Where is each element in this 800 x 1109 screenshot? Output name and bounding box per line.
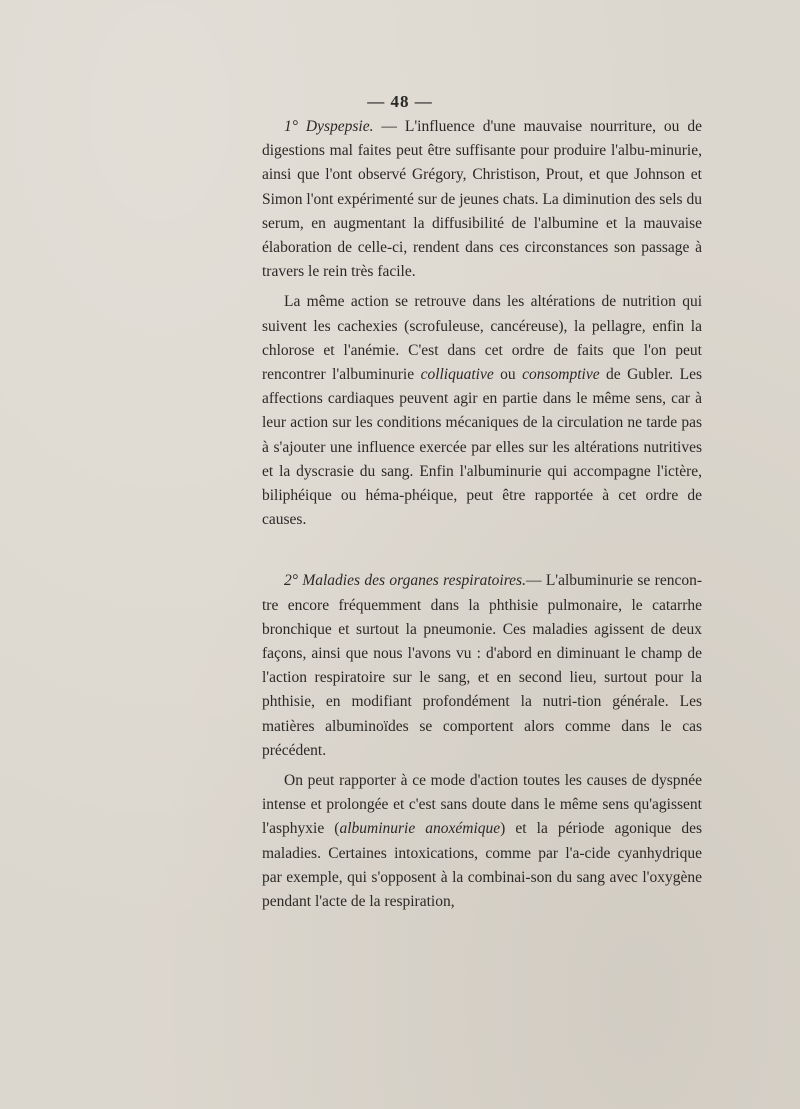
- italic-term: consomptive: [522, 366, 600, 384]
- text-run: — L'influence d'une mauvaise nourriture, ou de digestions mal faites peut être suffisante pour produire l'albu-minurie, ainsi que l'ont observé Grégory, Christison, Prout, et que Johnson et Simon l'ont expérimenté sur de jeunes chats. La diminution des sels du serum, en augmentant la diffusibilité de l'albumine et la mauvaise élaboration de celle-ci, rendent dans ces circonstances son passage à travers le rein très facile.: [262, 118, 702, 281]
- text-run: de Gubler. Les affections cardiaques peuvent agir en partie dans le même sens, car à leur action sur les conditions mécaniques de la circulation ne tarde pas à s'ajouter une influence exercée par elles sur les altérations nutritives et la dyscrasie du sang. Enfin l'albuminurie qui accompagne l'ictère, biliphéique ou héma-phéique, peut être rapportée à cet ordre de causes.: [262, 366, 702, 529]
- text-run: ou: [493, 366, 523, 384]
- page-number: — 48 —: [367, 92, 433, 111]
- body-text: [262, 115, 702, 914]
- text-run: La même action se retrouve dans les altérations de nutrition qui suivent les cachexies (scrofuleuse, cancéreuse), la pellagre, enfin la chlorose et l'anémie. C'est dans cet ordre de faits que l'on peut rencontrer l'albuminurie: [262, 293, 702, 384]
- italic-term: albuminurie anoxémique: [339, 820, 501, 838]
- text-run: — L'albuminurie se rencon-tre encore fréquemment dans la phthisie pulmonaire, le catarrhe bronchique et surtout la pneumonie. Ces maladies agissent de deux façons, ainsi que nous l'avons vu : d'abord en diminuant le champ de l'action respiratoire sur le sang, et en second lieu, surtout pour la phthisie, en modifiant profondément la nutri-tion générale. Les matières albuminoïdes se comportent alors comme dans le cas précédent.: [262, 572, 702, 759]
- paragraph-nutrition: [262, 290, 702, 532]
- text-run: ) et la période agonique des maladies. Certaines intoxications, comme par l'a-cide cyanhydrique par exemple, qui s'opposent à la combinai-son du sang avec l'oxygène pendant l'acte de la respiration,: [262, 820, 702, 911]
- paragraph-maladies-respiratoires: [262, 569, 702, 763]
- section-heading: 1° Dyspepsie.: [284, 118, 374, 135]
- italic-term: colliquative: [420, 366, 494, 384]
- paragraph-dyspepsie: [262, 115, 702, 284]
- paragraph-dyspnee: [262, 769, 702, 914]
- text-run: On peut rapporter à ce mode d'action toutes les causes de dyspnée intense et prolongée et c'est sans doute dans le même sens qu'agissent l'asphyxie (: [262, 772, 702, 838]
- section-heading: 2° Maladies des organes respiratoires.: [284, 572, 526, 590]
